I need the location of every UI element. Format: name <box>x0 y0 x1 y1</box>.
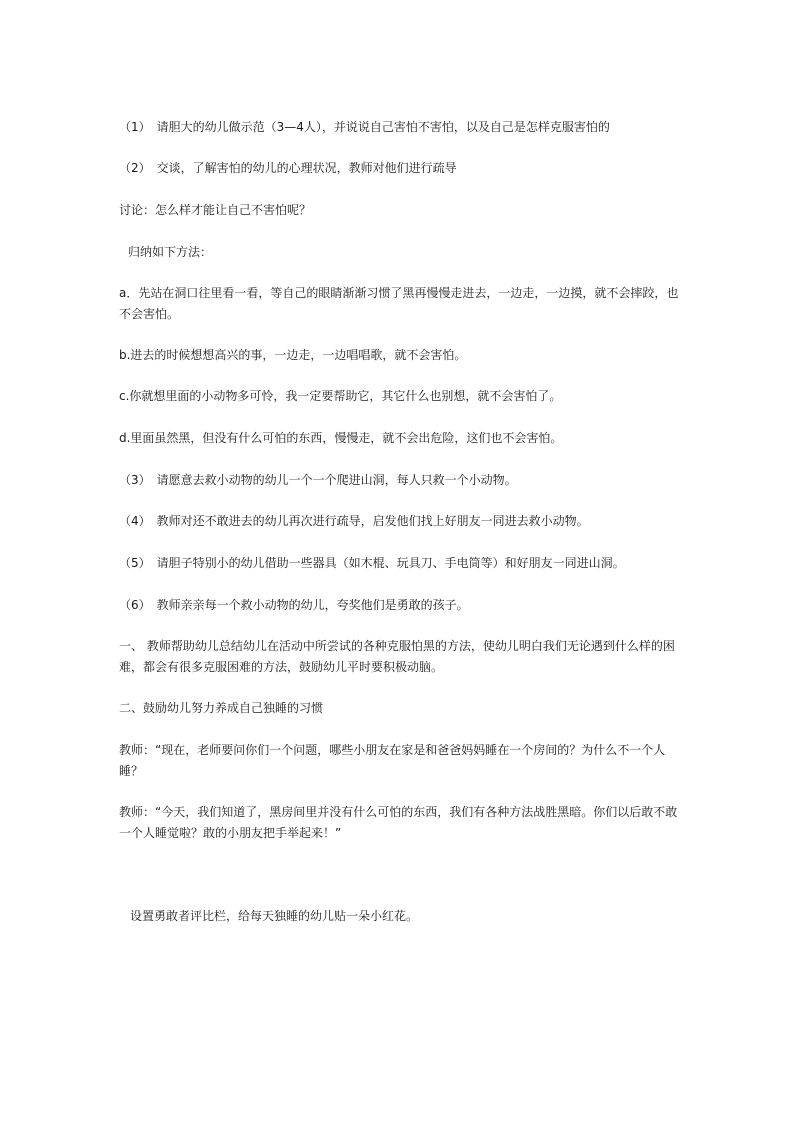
paragraph-section-one: 一、 教师帮助幼儿总结幼儿在活动中所尝试的各种克服怕黑的方法，使幼儿明白我们无论遇到什么样的困难，都会有很多克服困难的方法，鼓励幼儿平时要积极动脑。 <box>119 639 675 674</box>
paragraph-step-2: （2） 交谈，了解害怕的幼儿的心理状况，教师对他们进行疏导 <box>119 161 457 175</box>
paragraph-teacher-question: 教师：“现在，老师要问你们一个问题，哪些小朋友在家是和爸爸妈妈睡在一个房间的？为什么不一个人睡？ <box>119 743 666 778</box>
paragraph-step-4: （4） 教师对还不敢进去的幼儿再次进行疏导，启发他们找上好朋友一同进去救小动物。 <box>119 514 589 528</box>
paragraph-method-a: a．先站在洞口往里看一看，等自己的眼睛渐渐习惯了黑再慢慢走进去，一边走，一边摸，就不会摔跤，也不会害怕。 <box>119 286 679 321</box>
paragraph-step-6: （6） 教师亲亲每一个救小动物的幼儿，夸奖他们是勇敢的孩子。 <box>119 598 469 612</box>
paragraph-reward-chart: 设置勇敢者评比栏，给每天独睡的幼儿贴一朵小红花。 <box>130 909 419 923</box>
paragraph-method-b: b.进去的时候想想高兴的事，一边走，一边唱唱歌，就不会害怕。 <box>119 348 467 362</box>
paragraph-step-1: （1） 请胆大的幼儿做示范（3—4人），并说说自己害怕不害怕，以及自己是怎样克服害怕的 <box>119 120 610 134</box>
paragraph-method-c: c.你就想里面的小动物多可怜，我一定要帮助它，其它什么也别想，就不会害怕了。 <box>119 389 562 403</box>
paragraph-summary-heading: 归纳如下方法： <box>128 245 213 259</box>
paragraph-step-5: （5） 请胆子特别小的幼儿借助一些器具（如木棍、玩具刀、手电筒等）和好朋友一同进山洞。 <box>119 556 625 570</box>
section-heading-two: 二、鼓励幼儿努力养成自己独睡的习惯 <box>119 701 324 715</box>
paragraph-discussion: 讨论：怎么样才能让自己不害怕呢？ <box>119 203 312 217</box>
paragraph-method-d: d.里面虽然黑，但没有什么可怕的东西，慢慢走，就不会出危险，这们也不会害怕。 <box>119 431 563 445</box>
paragraph-step-3: （3） 请愿意去救小动物的幼儿一个一个爬进山洞，每人只救一个小动物。 <box>119 473 517 487</box>
paragraph-teacher-conclusion: 教师：“今天，我们知道了，黑房间里并没有什么可怕的东西，我们有各种方法战胜黑暗。你们以后敢不敢一个人睡觉啦？敢的小朋友把手举起来！” <box>119 805 678 840</box>
